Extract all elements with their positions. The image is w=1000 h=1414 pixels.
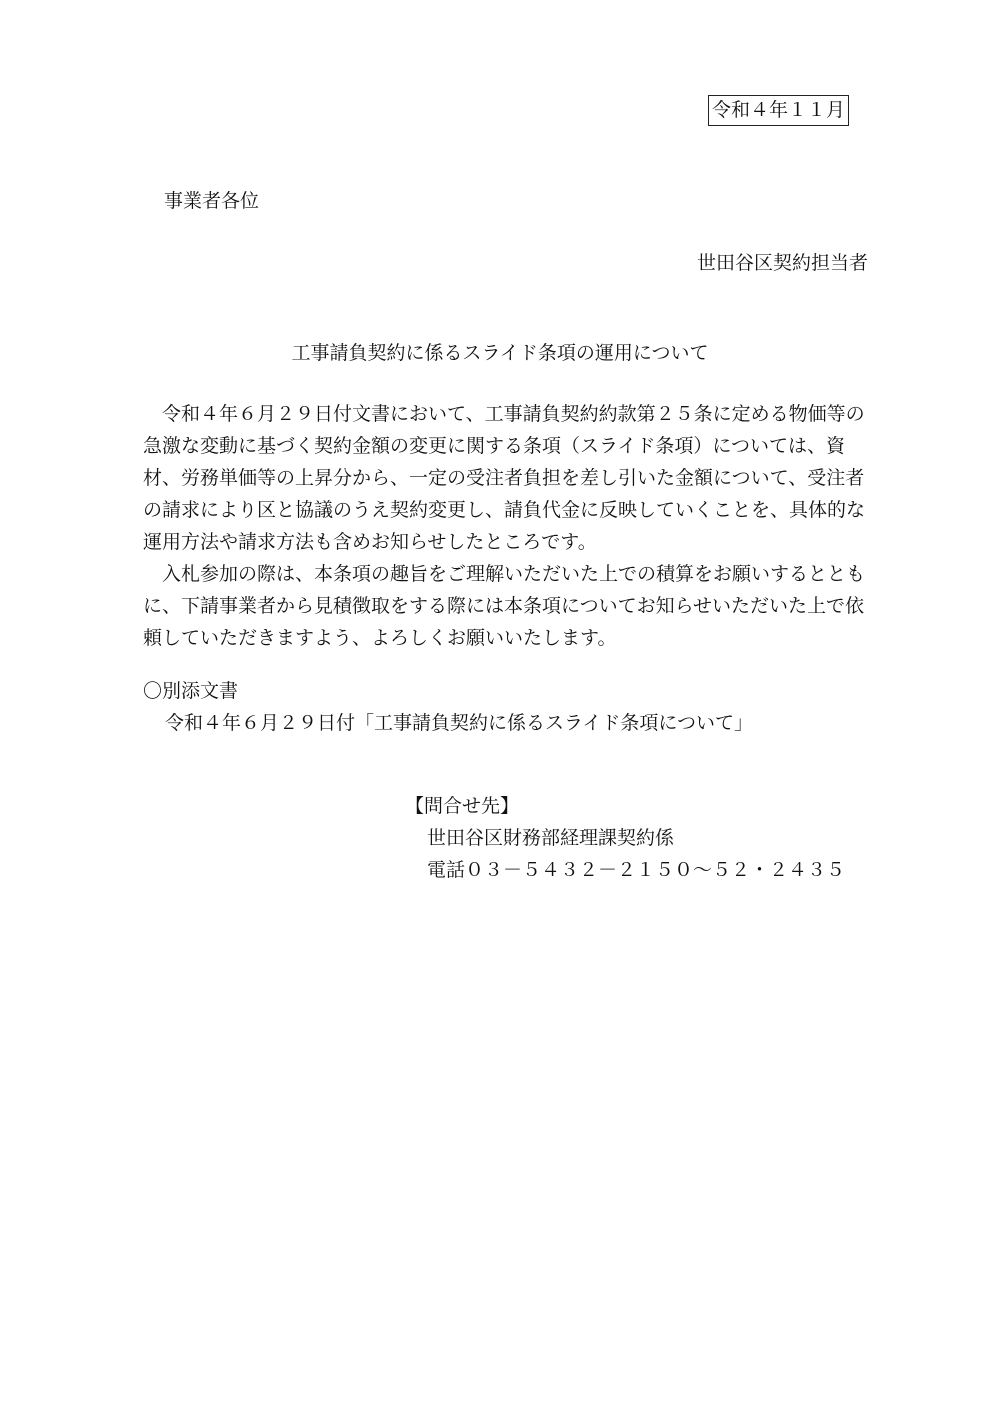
body-paragraph: 入札参加の際は、本条項の趣旨をご理解いただいた上での積算をお願いするとともに、下請事業者から見積徴取をする際には本条項についてお知らせいただいた上で依頼していただきますよう、よろしくお願いいたします。	[143, 563, 866, 649]
contact-department: 世田谷区財務部経理課契約係	[427, 827, 675, 849]
contact-phone: 電話０３－５４３２－２１５０～５２・２４３５	[427, 859, 846, 881]
contact-heading: 【問合せ先】	[405, 795, 520, 817]
addressee: 事業者各位	[164, 190, 260, 212]
attachment-section	[143, 675, 753, 739]
attachment-heading: 〇別添文書	[143, 680, 239, 702]
contact-section	[405, 790, 845, 886]
body-paragraph: 令和４年６月２９日付文書において、工事請負契約約款第２５条に定める物価等の急激な変動に基づく契約金額の変更に関する条項（スライド条項）については、資材、労務単価等の上昇分から、一定の受注者負担を差し引いた金額について、受注者の請求により区と協議のうえ契約変更し、請負代金に反映していくことを、具体的な運用方法や請求方法も含めお知らせしたところです。	[143, 403, 866, 553]
attachment-item: 令和４年６月２９日付「工事請負契約に係るスライド条項について」	[165, 712, 754, 734]
document-title: 工事請負契約に係るスライド条項の運用について	[291, 342, 709, 364]
document-body	[143, 398, 873, 654]
sender: 世田谷区契約担当者	[696, 252, 868, 274]
date-box: 令和４年１１月	[708, 95, 849, 126]
